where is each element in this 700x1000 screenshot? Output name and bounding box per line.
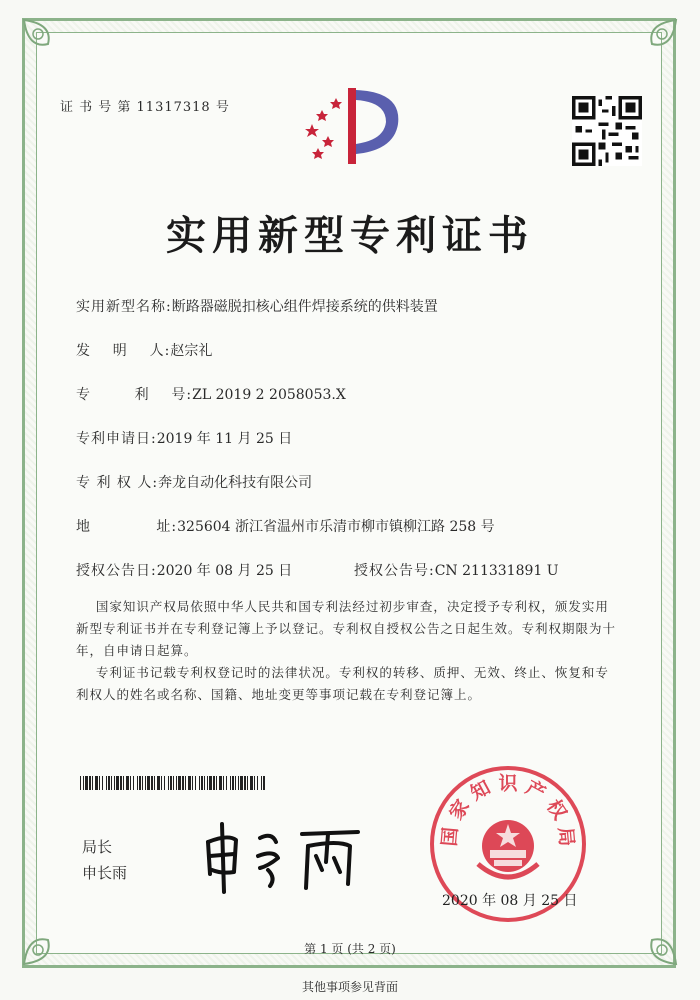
barcode-bar: [209, 776, 212, 790]
barcode-bar: [92, 776, 93, 790]
barcode-bar: [142, 776, 143, 790]
barcode-bar: [178, 776, 181, 790]
barcode-bar: [99, 776, 100, 790]
field-label: 专利申请日:: [76, 431, 157, 447]
barcode-bar: [102, 776, 103, 790]
barcode-bar: [130, 776, 131, 790]
barcode-bar: [133, 776, 134, 790]
barcode-bar: [161, 776, 162, 790]
field-value: 2019 年 11 月 25 日: [156, 431, 293, 447]
barcode-bar: [89, 776, 91, 790]
footer-note: 其他事项参见背面: [301, 980, 398, 994]
certificate-number: 证 书 号 第 11317318 号: [60, 100, 230, 115]
barcode-icon: [80, 776, 266, 790]
field-value: 赵宗礼: [170, 343, 213, 359]
barcode-bar: [95, 776, 98, 790]
handwritten-signature-icon: [198, 812, 368, 896]
notice-line: 国家知识产权局依照中华人民共和国专利法经过初步审查，决定授予专利权，颁发实用: [76, 599, 609, 614]
barcode-bar: [154, 776, 155, 790]
barcode-bar: [216, 776, 217, 790]
barcode-bar: [223, 776, 224, 790]
certificate-title: 实用新型专利证书: [166, 212, 534, 259]
signatory-title: 局长: [82, 838, 113, 856]
field-label: 地 址:: [76, 519, 178, 535]
barcode-bar: [182, 776, 184, 790]
barcode-bar: [188, 776, 191, 790]
barcode-bar: [145, 776, 146, 790]
barcode-bar: [123, 776, 124, 790]
barcode-bar: [230, 776, 231, 790]
field-value: 2020 年 08 月 25 日: [156, 563, 293, 579]
field-value: 奔龙自动化科技有限公司: [158, 475, 313, 491]
barcode-bar: [151, 776, 153, 790]
seal-text: 国 家 知 识 产 权 局: [438, 772, 578, 848]
patent-number-row: [76, 384, 346, 404]
barcode-bar: [173, 776, 174, 790]
barcode-bar: [157, 776, 160, 790]
barcode-bar: [114, 776, 115, 790]
barcode-bar: [204, 776, 205, 790]
field-label: 发 明 人:: [76, 343, 171, 359]
barcode-bar: [250, 776, 253, 790]
barcode-bar: [137, 776, 138, 790]
barcode-bar: [235, 776, 236, 790]
barcode-bar: [111, 776, 112, 790]
filing-date-row: [76, 428, 292, 448]
field-label: 专 利 权 人:: [76, 475, 159, 491]
notice-line: 年，自申请日起算。: [76, 643, 198, 658]
barcode-bar: [126, 776, 129, 790]
qr-code-icon: [572, 96, 642, 166]
barcode-bar: [238, 776, 239, 790]
notice-line: 利权人的姓名或名称、国籍、地址变更等事项记载在专利登记簿上。: [76, 687, 482, 702]
barcode-bar: [192, 776, 193, 790]
signatory-name: 申长雨: [82, 864, 128, 882]
notice-line: 专利证书记载专利权登记时的法律状况。专利权的转移、质押、无效、终止、恢复和专: [76, 665, 609, 680]
field-label: 授权公告日:: [76, 563, 157, 579]
barcode-bar: [164, 776, 165, 790]
barcode-bar: [199, 776, 200, 790]
barcode-bar: [116, 776, 119, 790]
address-row: [76, 516, 495, 536]
corner-ornament-icon: [18, 14, 88, 84]
grant-number-row: [354, 560, 559, 580]
seal-date: 2020 年 08 月 25 日: [442, 893, 578, 909]
field-value: CN 211331891 U: [434, 563, 559, 579]
field-value: ZL 2019 2 2058053.X: [192, 387, 346, 403]
corner-ornament-icon: [612, 900, 682, 970]
barcode-bar: [257, 776, 258, 790]
field-value: 断路器磁脱扣核心组件焊接系统的供料装置: [171, 299, 438, 315]
barcode-bar: [83, 776, 84, 790]
barcode-bar: [201, 776, 203, 790]
barcode-bar: [106, 776, 107, 790]
barcode-bar: [240, 776, 243, 790]
barcode-bar: [147, 776, 150, 790]
barcode-bar: [168, 776, 169, 790]
field-label: 专 利 号:: [76, 387, 193, 403]
barcode-bar: [226, 776, 227, 790]
cnipa-logo-icon: [298, 84, 410, 166]
field-label: 授权公告号:: [354, 563, 435, 579]
inventor-row: [76, 340, 212, 360]
corner-ornament-icon: [612, 14, 682, 84]
barcode-bar: [247, 776, 248, 790]
barcode-bar: [120, 776, 122, 790]
page-number: 第 1 页 (共 2 页): [304, 942, 396, 956]
barcode-bar: [185, 776, 186, 790]
barcode-bar: [207, 776, 208, 790]
barcode-bar: [219, 776, 222, 790]
field-value: 325604 浙江省温州市乐清市柳市镇柳江路 258 号: [177, 519, 495, 535]
barcode-bar: [176, 776, 177, 790]
legal-notice: [76, 596, 636, 706]
patentee-row: [76, 472, 312, 492]
barcode-bar: [139, 776, 141, 790]
barcode-bar: [254, 776, 255, 790]
barcode-bar: [195, 776, 196, 790]
barcode-bar: [213, 776, 215, 790]
barcode-bar: [85, 776, 88, 790]
barcode-bar: [244, 776, 246, 790]
barcode-bar: [80, 776, 81, 790]
corner-ornament-icon: [18, 900, 88, 970]
barcode-bar: [108, 776, 110, 790]
barcode-bar: [261, 776, 262, 790]
field-label: 实用新型名称:: [76, 299, 172, 315]
barcode-bar: [170, 776, 172, 790]
grant-date-row: [76, 560, 292, 580]
barcode-bar: [232, 776, 234, 790]
notice-line: 新型专利证书并在专利登记簿上予以登记。专利权自授权公告之日起生效。专利权期限为十: [76, 621, 617, 636]
utility-model-name-row: [76, 296, 438, 316]
barcode-bar: [263, 776, 265, 790]
